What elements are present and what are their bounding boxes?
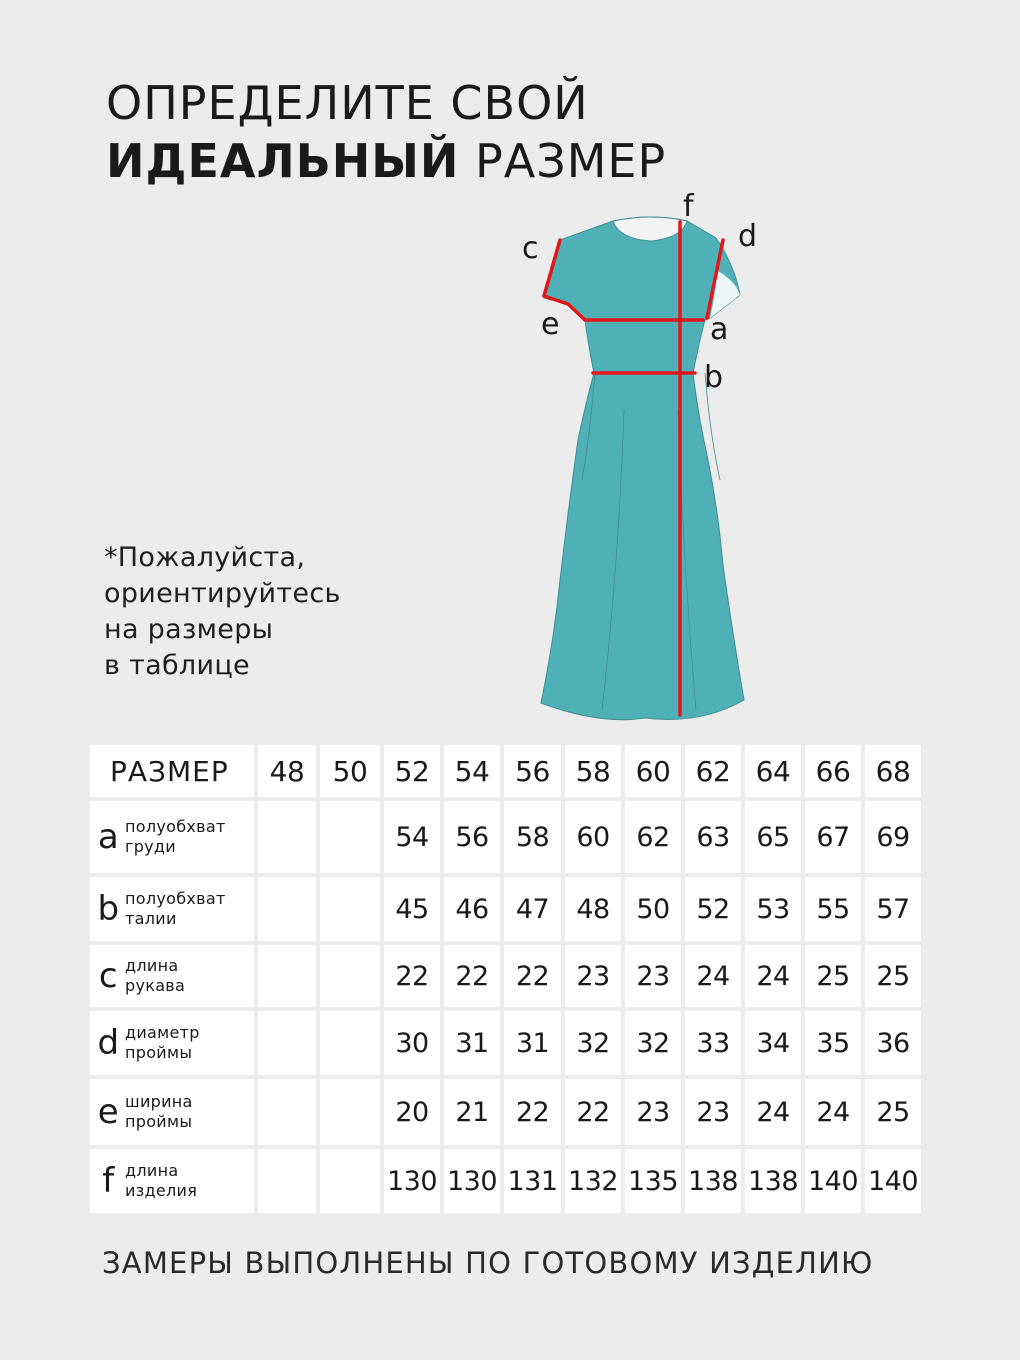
measure-cell [258,945,316,1007]
label-d: d [738,219,758,254]
measure-cell: 52 [685,877,741,941]
row-description: полуобхват талии [125,889,226,928]
row-letter: a [97,817,119,857]
measure-cell: 47 [504,877,561,941]
measure-cell: 130 [384,1149,440,1213]
label-b: b [704,360,724,395]
row-header [90,877,254,941]
measure-cell: 32 [625,1011,681,1075]
measure-cell: 23 [625,1079,681,1145]
row-letter: f [102,1161,114,1201]
measure-cell [320,1011,380,1075]
measure-cell: 23 [625,945,681,1007]
measure-cell: 65 [745,801,801,873]
measure-cell: 69 [865,801,921,873]
measure-cell: 22 [565,1079,621,1145]
measure-row-f [90,1149,921,1213]
row-header [90,1011,254,1075]
row-header [90,1149,254,1213]
measure-cell: 33 [685,1011,741,1075]
size-header-cell: 62 [685,745,741,797]
measure-cell [258,1079,316,1145]
measure-cell: 35 [805,1011,861,1075]
measure-cell: 135 [625,1149,681,1213]
measure-cell: 22 [504,945,561,1007]
page-title [106,74,666,190]
measure-cell [320,877,380,941]
title-line-1: ОПРЕДЕЛИТЕ СВОЙ [106,76,589,130]
measure-cell: 67 [805,801,861,873]
label-a: a [710,312,729,347]
measure-cell: 53 [745,877,801,941]
measure-cell [258,877,316,941]
row-description: длина изделия [125,1161,198,1200]
measure-cell: 138 [685,1149,741,1213]
row-description: диаметр проймы [125,1023,200,1062]
measure-cell: 24 [805,1079,861,1145]
measure-row-c [90,945,921,1007]
measure-cell: 21 [444,1079,500,1145]
size-header-cell: 50 [320,745,380,797]
title-rest-word: РАЗМЕР [459,134,667,188]
measure-cell [320,945,380,1007]
measure-cell: 62 [625,801,681,873]
measure-cell [258,801,316,873]
measure-cell: 24 [685,945,741,1007]
measure-cell: 25 [805,945,861,1007]
measure-cell: 22 [384,945,440,1007]
measure-cell: 23 [565,945,621,1007]
measure-cell: 25 [865,1079,921,1145]
measure-cell: 57 [865,877,921,941]
dress-diagram [520,180,780,740]
label-f: f [683,189,694,224]
size-header-row [90,745,921,797]
row-description: ширина проймы [125,1092,193,1131]
size-header-cell: 60 [625,745,681,797]
size-header-cell: 48 [258,745,316,797]
size-header-cell: 66 [805,745,861,797]
measure-cell: 131 [504,1149,561,1213]
measure-row-b [90,877,921,941]
measure-cell: 140 [805,1149,861,1213]
measure-cell: 30 [384,1011,440,1075]
row-header [90,945,254,1007]
measure-cell [320,1149,380,1213]
measure-cell: 34 [745,1011,801,1075]
measure-cell: 24 [745,1079,801,1145]
measure-cell: 54 [384,801,440,873]
row-header [90,801,254,873]
size-header-cell: 58 [565,745,621,797]
measure-cell: 20 [384,1079,440,1145]
measure-cell: 50 [625,877,681,941]
row-letter: d [97,1023,119,1063]
measure-cell: 55 [805,877,861,941]
measure-cell: 56 [444,801,500,873]
measure-cell: 22 [444,945,500,1007]
measure-cell: 48 [565,877,621,941]
measure-cell [258,1011,316,1075]
size-header-cell: 56 [504,745,561,797]
measure-cell: 46 [444,877,500,941]
measure-cell: 32 [565,1011,621,1075]
size-table [86,741,925,1217]
measure-cell: 22 [504,1079,561,1145]
sizing-note: *Пожалуйста, ориентируйтесь на размеры в таблице [104,542,341,681]
row-description: полуобхват груди [125,817,226,856]
size-header-label: РАЗМЕР [90,745,254,797]
footer-note: ЗАМЕРЫ ВЫПОЛНЕНЫ ПО ГОТОВОМУ ИЗДЕЛИЮ [102,1246,874,1280]
size-header-cell: 68 [865,745,921,797]
measure-cell: 23 [685,1079,741,1145]
size-header-cell: 64 [745,745,801,797]
measure-cell: 58 [504,801,561,873]
row-letter: c [98,956,118,996]
label-e: e [541,307,560,342]
row-description: длина рукава [125,956,186,995]
measure-cell [320,1079,380,1145]
measure-row-d [90,1011,921,1075]
measure-row-a [90,801,921,873]
measure-cell: 45 [384,877,440,941]
measure-row-e [90,1079,921,1145]
measure-cell [258,1149,316,1213]
measure-cell: 36 [865,1011,921,1075]
measure-cell: 24 [745,945,801,1007]
size-header-cell: 52 [384,745,440,797]
title-bold-word: ИДЕАЛЬНЫЙ [106,134,460,188]
row-header [90,1079,254,1145]
measure-cell: 63 [685,801,741,873]
measure-cell: 60 [565,801,621,873]
row-letter: e [97,1092,119,1132]
row-letter: b [97,889,119,929]
size-header-cell: 54 [444,745,500,797]
measure-cell: 132 [565,1149,621,1213]
measure-cell: 31 [444,1011,500,1075]
measure-cell: 130 [444,1149,500,1213]
measure-cell [320,801,380,873]
measure-cell: 25 [865,945,921,1007]
measure-cell: 140 [865,1149,921,1213]
measure-cell: 31 [504,1011,561,1075]
label-c: c [522,231,539,266]
measure-cell: 138 [745,1149,801,1213]
